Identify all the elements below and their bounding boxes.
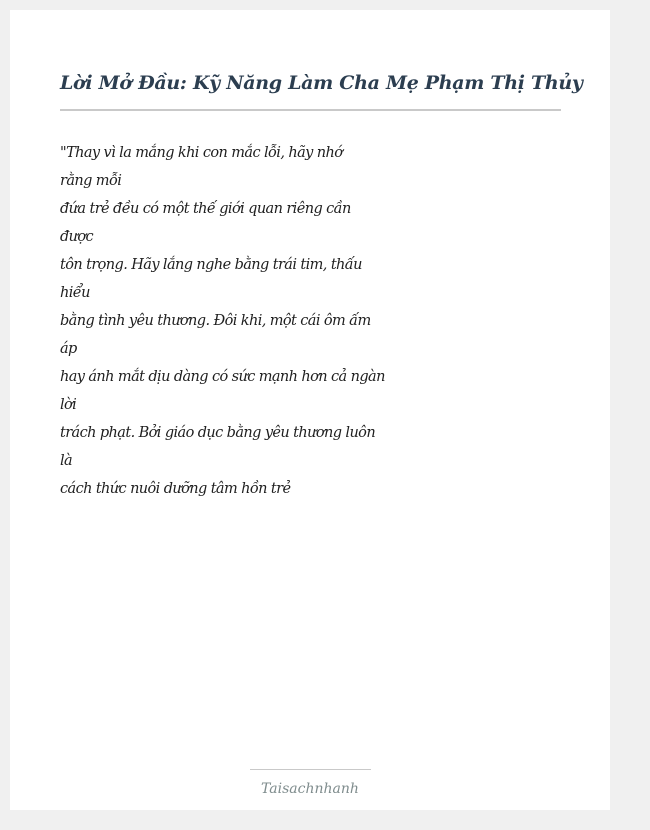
text-line: trách phạt. Bởi giáo dục bằng yêu thương luôn: [60, 425, 376, 441]
text-line: hiểu: [60, 285, 90, 301]
footer-divider: [250, 769, 371, 770]
text-line: lời: [60, 397, 77, 413]
text-line: rằng mỗi: [60, 173, 122, 189]
text-line: bằng tình yêu thương. Đôi khi, một cái ôm ấm: [60, 313, 371, 329]
document-page: [10, 10, 610, 810]
text-line: áp: [60, 341, 77, 357]
title-divider: [60, 109, 561, 111]
text-line: cách thức nuôi dưỡng tâm hồn trẻ: [60, 481, 291, 497]
text-line: hay ánh mắt dịu dàng có sức mạnh hơn cả ngàn: [60, 369, 385, 385]
page-title: Lời Mở Đầu: Kỹ Năng Làm Cha Mẹ Phạm Thị Thủy: [60, 72, 583, 94]
footer-brand: Taisachnhanh: [261, 781, 359, 797]
text-line: là: [60, 453, 73, 469]
body-text: [60, 139, 385, 503]
text-line: tôn trọng. Hãy lắng nghe bằng trái tim, thấu: [60, 257, 362, 273]
text-line: "Thay vì la mắng khi con mắc lỗi, hãy nhớ: [60, 145, 343, 161]
text-line: được: [60, 229, 94, 245]
text-line: đứa trẻ đều có một thế giới quan riêng cần: [60, 201, 351, 217]
